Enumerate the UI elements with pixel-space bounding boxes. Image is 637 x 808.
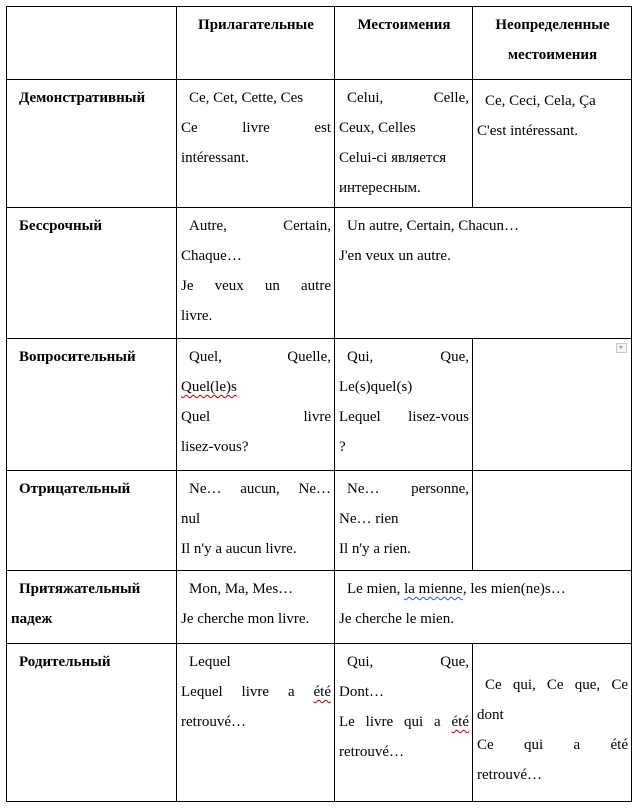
row-header: Отрицательный: [7, 471, 177, 571]
row-header: Бессрочный: [7, 208, 177, 339]
row-header: Демонстративный: [7, 80, 177, 208]
adjective-cell: Lequel Lequel livre a été retrouvé…: [177, 644, 335, 802]
pronoun-merged-cell: Le mien, la mienne, les mien(ne)s… Je cherche le mien.: [335, 571, 632, 644]
corner-cell: [7, 7, 177, 80]
header-adjectives: Прилагательные: [177, 7, 335, 80]
table-row: [7, 339, 632, 471]
table-row: [7, 208, 632, 339]
indefinite-cell-empty: [473, 339, 632, 471]
pronoun-cell: Qui, Que, Dont… Le livre qui a été retrouvé…: [335, 644, 473, 802]
pronoun-merged-cell: Un autre, Certain, Chacun… J'en veux un autre.: [335, 208, 632, 339]
pronoun-cell: Celui, Celle, Ceux, Celles Celui-ci является интересным.: [335, 80, 473, 208]
adjective-cell: Mon, Ma, Mes… Je cherche mon livre.: [177, 571, 335, 644]
pronoun-cell: Qui, Que, Le(s)quel(s) Lequel lisez-vous ?: [335, 339, 473, 471]
pronoun-cell: Ne… personne, Ne… rien Il n'y a rien.: [335, 471, 473, 571]
header-indefinite-pronouns: Неопределенные местоимения: [473, 7, 632, 80]
dropdown-arrow-icon[interactable]: [616, 343, 627, 353]
header-row: [7, 7, 632, 80]
row-header: Родительный: [7, 644, 177, 802]
table-row: [7, 571, 632, 644]
indefinite-cell-empty: [473, 471, 632, 571]
adjective-cell: Ne… aucun, Ne… nul Il n'y a aucun livre.: [177, 471, 335, 571]
indefinite-cell: Ce, Ceci, Cela, Ça C'est intéressant.: [473, 80, 632, 208]
table-row: [7, 644, 632, 802]
grammar-table: [6, 6, 632, 802]
indefinite-cell: Ce qui, Ce que, Ce dont Ce qui a été retrouvé…: [473, 644, 632, 802]
header-pronouns: Местоимения: [335, 7, 473, 80]
adjective-cell: Ce, Cet, Cette, Ces Ce livre est intéressant.: [177, 80, 335, 208]
row-header: Вопросительный: [7, 339, 177, 471]
adjective-cell: Autre, Certain, Chaque… Je veux un autre livre.: [177, 208, 335, 339]
table-row: [7, 471, 632, 571]
row-header: Притяжательный падеж: [7, 571, 177, 644]
table-row: [7, 80, 632, 208]
adjective-cell: Quel, Quelle, Quel(le)s Quel livre lisez-vous?: [177, 339, 335, 471]
